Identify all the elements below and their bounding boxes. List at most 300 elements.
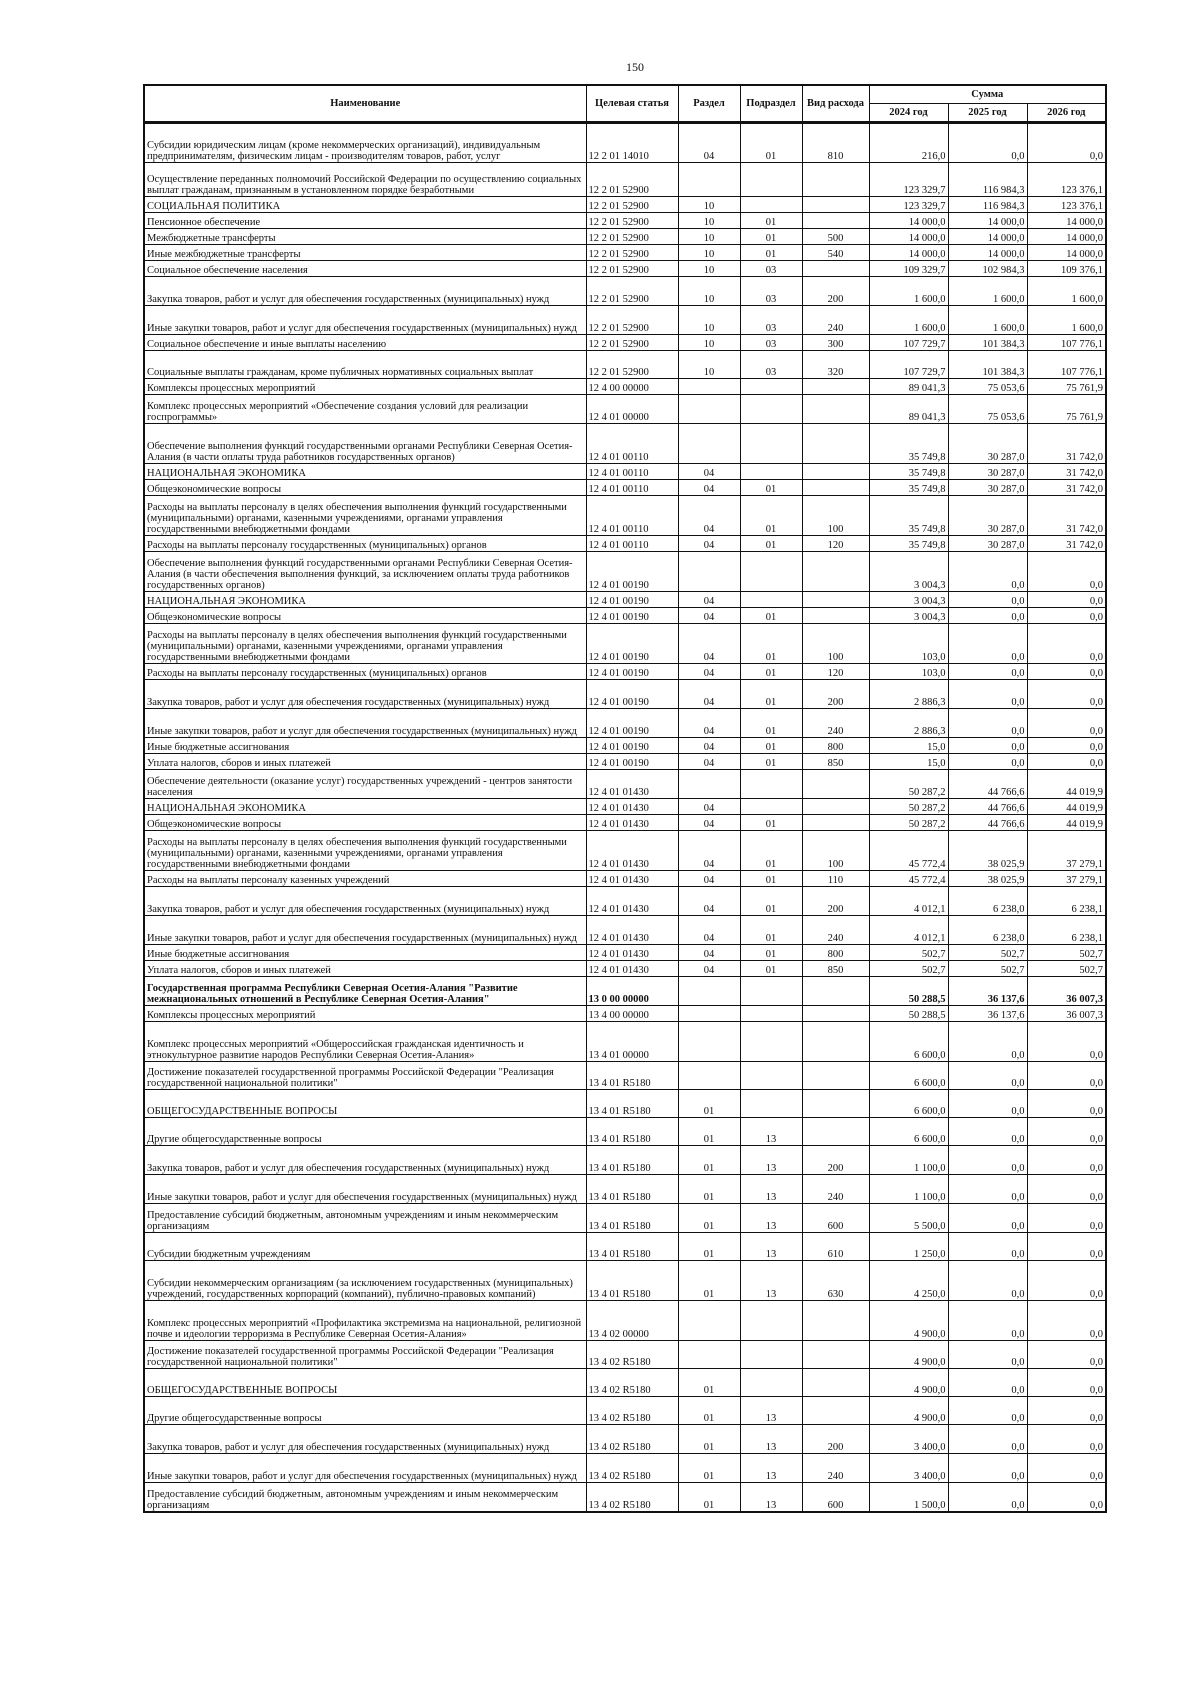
cell-vr: 240 <box>802 916 869 945</box>
cell-subsection <box>740 424 802 464</box>
cell-2024: 4 012,1 <box>869 916 948 945</box>
cell-section: 04 <box>678 592 740 608</box>
cell-section: 01 <box>678 1425 740 1454</box>
cell-2024: 1 600,0 <box>869 306 948 335</box>
cell-code: 12 4 01 00190 <box>586 624 678 664</box>
table-row <box>144 799 1106 815</box>
table-row <box>144 608 1106 624</box>
cell-2025: 14 000,0 <box>948 229 1027 245</box>
cell-vr <box>802 608 869 624</box>
cell-section: 01 <box>678 1454 740 1483</box>
cell-2026: 0,0 <box>1027 1022 1106 1062</box>
cell-subsection: 01 <box>740 831 802 871</box>
cell-subsection <box>740 770 802 799</box>
cell-2026: 0,0 <box>1027 1425 1106 1454</box>
cell-section: 04 <box>678 496 740 536</box>
cell-vr <box>802 379 869 395</box>
header-2024: 2024 год <box>869 104 948 123</box>
cell-vr: 300 <box>802 335 869 351</box>
cell-code: 13 4 02 R5180 <box>586 1369 678 1397</box>
cell-2026: 109 376,1 <box>1027 261 1106 277</box>
table-row <box>144 1301 1106 1341</box>
cell-2026: 44 019,9 <box>1027 799 1106 815</box>
header-2025: 2025 год <box>948 104 1027 123</box>
cell-2025: 116 984,3 <box>948 163 1027 197</box>
cell-section: 10 <box>678 277 740 306</box>
cell-vr <box>802 552 869 592</box>
cell-code: 12 4 01 01430 <box>586 799 678 815</box>
cell-2026: 107 776,1 <box>1027 351 1106 379</box>
cell-section: 01 <box>678 1261 740 1301</box>
cell-subsection: 13 <box>740 1261 802 1301</box>
table-row <box>144 213 1106 229</box>
table-row <box>144 916 1106 945</box>
cell-2025: 0,0 <box>948 1204 1027 1233</box>
cell-vr: 200 <box>802 277 869 306</box>
cell-2026: 37 279,1 <box>1027 831 1106 871</box>
cell-section <box>678 770 740 799</box>
cell-section: 01 <box>678 1397 740 1425</box>
cell-section: 01 <box>678 1090 740 1118</box>
cell-2026: 14 000,0 <box>1027 213 1106 229</box>
cell-2024: 109 329,7 <box>869 261 948 277</box>
cell-name: Общеэкономические вопросы <box>144 480 586 496</box>
table-row <box>144 770 1106 799</box>
cell-2026: 0,0 <box>1027 624 1106 664</box>
cell-2026: 44 019,9 <box>1027 770 1106 799</box>
table-row <box>144 229 1106 245</box>
cell-2025: 36 137,6 <box>948 977 1027 1006</box>
cell-2025: 0,0 <box>948 123 1027 163</box>
cell-code: 12 2 01 52900 <box>586 213 678 229</box>
cell-subsection <box>740 552 802 592</box>
cell-vr: 850 <box>802 754 869 770</box>
cell-subsection: 13 <box>740 1146 802 1175</box>
table-row <box>144 592 1106 608</box>
cell-code: 12 4 01 00110 <box>586 536 678 552</box>
cell-section: 10 <box>678 306 740 335</box>
cell-vr <box>802 197 869 213</box>
cell-code: 12 4 00 00000 <box>586 379 678 395</box>
cell-vr: 500 <box>802 229 869 245</box>
cell-2026: 0,0 <box>1027 1118 1106 1146</box>
table-row <box>144 1369 1106 1397</box>
cell-code: 12 4 01 00190 <box>586 709 678 738</box>
cell-vr: 240 <box>802 709 869 738</box>
cell-2025: 75 053,6 <box>948 395 1027 424</box>
cell-name: Общеэкономические вопросы <box>144 815 586 831</box>
table-row <box>144 1483 1106 1512</box>
cell-2026: 14 000,0 <box>1027 229 1106 245</box>
cell-2024: 50 288,5 <box>869 977 948 1006</box>
cell-vr: 110 <box>802 871 869 887</box>
cell-code: 13 4 01 R5180 <box>586 1233 678 1261</box>
cell-code: 12 2 01 52900 <box>586 277 678 306</box>
cell-vr <box>802 1341 869 1369</box>
cell-2026: 123 376,1 <box>1027 197 1106 213</box>
table-row <box>144 815 1106 831</box>
cell-section: 10 <box>678 261 740 277</box>
cell-2025: 0,0 <box>948 1022 1027 1062</box>
cell-code: 12 2 01 52900 <box>586 351 678 379</box>
cell-vr <box>802 1062 869 1090</box>
cell-name: ОБЩЕГОСУДАРСТВЕННЫЕ ВОПРОСЫ <box>144 1369 586 1397</box>
cell-2026: 0,0 <box>1027 1204 1106 1233</box>
cell-subsection: 01 <box>740 916 802 945</box>
table-row <box>144 1261 1106 1301</box>
cell-name: Иные закупки товаров, работ и услуг для обеспечения государственных (муниципальных) нужд <box>144 1454 586 1483</box>
cell-code: 12 4 01 01430 <box>586 887 678 916</box>
cell-subsection: 13 <box>740 1397 802 1425</box>
cell-2024: 4 900,0 <box>869 1301 948 1341</box>
cell-2025: 30 287,0 <box>948 464 1027 480</box>
cell-section: 04 <box>678 123 740 163</box>
cell-subsection: 01 <box>740 664 802 680</box>
cell-section: 04 <box>678 916 740 945</box>
cell-section <box>678 1062 740 1090</box>
cell-code: 12 4 01 00110 <box>586 496 678 536</box>
cell-code: 13 4 01 R5180 <box>586 1062 678 1090</box>
cell-subsection <box>740 1090 802 1118</box>
cell-subsection: 01 <box>740 815 802 831</box>
cell-2026: 0,0 <box>1027 680 1106 709</box>
cell-section: 10 <box>678 213 740 229</box>
table-body <box>144 123 1106 1512</box>
cell-vr <box>802 261 869 277</box>
cell-code: 12 4 01 00190 <box>586 754 678 770</box>
cell-subsection: 13 <box>740 1118 802 1146</box>
cell-vr <box>802 799 869 815</box>
cell-2026: 502,7 <box>1027 945 1106 961</box>
cell-name: Предоставление субсидий бюджетным, автономным учреждениям и иным некоммерческим организациям <box>144 1483 586 1512</box>
cell-2025: 30 287,0 <box>948 424 1027 464</box>
cell-2025: 0,0 <box>948 1175 1027 1204</box>
cell-2025: 30 287,0 <box>948 480 1027 496</box>
cell-section: 04 <box>678 624 740 664</box>
cell-2024: 6 600,0 <box>869 1118 948 1146</box>
cell-2025: 75 053,6 <box>948 379 1027 395</box>
cell-2024: 4 900,0 <box>869 1397 948 1425</box>
cell-name: Комплекс процессных мероприятий «Общероссийская гражданская идентичность и этнокультурное развитие народов Республики Северная Осетия-Алания» <box>144 1022 586 1062</box>
cell-code: 13 4 01 R5180 <box>586 1204 678 1233</box>
cell-section <box>678 163 740 197</box>
cell-name: Закупка товаров, работ и услуг для обеспечения государственных (муниципальных) нужд <box>144 1146 586 1175</box>
cell-vr <box>802 1022 869 1062</box>
table-row <box>144 552 1106 592</box>
table-row <box>144 480 1106 496</box>
table-row <box>144 624 1106 664</box>
cell-2024: 103,0 <box>869 624 948 664</box>
cell-2025: 0,0 <box>948 1369 1027 1397</box>
cell-2026: 0,0 <box>1027 1175 1106 1204</box>
cell-code: 12 4 01 00190 <box>586 664 678 680</box>
table-row <box>144 977 1106 1006</box>
cell-code: 12 2 01 52900 <box>586 229 678 245</box>
cell-section: 04 <box>678 831 740 871</box>
cell-name: Закупка товаров, работ и услуг для обеспечения государственных (муниципальных) нужд <box>144 887 586 916</box>
cell-2024: 15,0 <box>869 738 948 754</box>
cell-subsection: 13 <box>740 1425 802 1454</box>
cell-vr: 240 <box>802 1454 869 1483</box>
cell-section: 01 <box>678 1233 740 1261</box>
cell-vr <box>802 1118 869 1146</box>
cell-2026: 0,0 <box>1027 738 1106 754</box>
cell-name: СОЦИАЛЬНАЯ ПОЛИТИКА <box>144 197 586 213</box>
cell-code: 12 4 01 01430 <box>586 770 678 799</box>
table-row <box>144 831 1106 871</box>
header-section: Раздел <box>678 85 740 123</box>
cell-name: Субсидии некоммерческим организациям (за исключением государственных (муниципальных) учреждений, государственных корпораций (компаний), публично-правовых компаний) <box>144 1261 586 1301</box>
table-row <box>144 709 1106 738</box>
cell-name: Закупка товаров, работ и услуг для обеспечения государственных (муниципальных) нужд <box>144 1425 586 1454</box>
cell-name: НАЦИОНАЛЬНАЯ ЭКОНОМИКА <box>144 464 586 480</box>
cell-subsection <box>740 1301 802 1341</box>
table-row <box>144 961 1106 977</box>
cell-2025: 0,0 <box>948 1483 1027 1512</box>
cell-section: 10 <box>678 197 740 213</box>
cell-name: Другие общегосударственные вопросы <box>144 1118 586 1146</box>
cell-2024: 50 288,5 <box>869 1006 948 1022</box>
cell-subsection <box>740 464 802 480</box>
cell-name: Расходы на выплаты персоналу государственных (муниципальных) органов <box>144 664 586 680</box>
cell-2024: 2 886,3 <box>869 680 948 709</box>
cell-subsection: 03 <box>740 351 802 379</box>
cell-2026: 107 776,1 <box>1027 335 1106 351</box>
cell-vr <box>802 480 869 496</box>
cell-2025: 0,0 <box>948 680 1027 709</box>
table-row <box>144 536 1106 552</box>
table-row <box>144 379 1106 395</box>
cell-2025: 0,0 <box>948 664 1027 680</box>
cell-code: 13 4 02 R5180 <box>586 1341 678 1369</box>
cell-2026: 0,0 <box>1027 1454 1106 1483</box>
cell-subsection: 01 <box>740 738 802 754</box>
cell-2026: 1 600,0 <box>1027 277 1106 306</box>
cell-2025: 0,0 <box>948 552 1027 592</box>
cell-vr: 800 <box>802 738 869 754</box>
cell-2024: 35 749,8 <box>869 496 948 536</box>
cell-2026: 0,0 <box>1027 709 1106 738</box>
cell-2024: 50 287,2 <box>869 770 948 799</box>
cell-2025: 44 766,6 <box>948 799 1027 815</box>
cell-name: Иные закупки товаров, работ и услуг для обеспечения государственных (муниципальных) нужд <box>144 916 586 945</box>
cell-code: 13 4 01 00000 <box>586 1022 678 1062</box>
cell-name: Комплексы процессных мероприятий <box>144 1006 586 1022</box>
cell-2025: 0,0 <box>948 754 1027 770</box>
cell-name: Расходы на выплаты персоналу казенных учреждений <box>144 871 586 887</box>
cell-2026: 31 742,0 <box>1027 464 1106 480</box>
cell-subsection: 01 <box>740 245 802 261</box>
cell-vr: 240 <box>802 1175 869 1204</box>
cell-subsection: 01 <box>740 480 802 496</box>
cell-subsection: 03 <box>740 261 802 277</box>
cell-vr: 120 <box>802 664 869 680</box>
table-row <box>144 424 1106 464</box>
cell-name: Расходы на выплаты персоналу государственных (муниципальных) органов <box>144 536 586 552</box>
cell-name: Обеспечение выполнения функций государственными органами Республики Северная Осетия-Алания (в части оплаты труда работников государственных органов) <box>144 424 586 464</box>
cell-name: Социальное обеспечение населения <box>144 261 586 277</box>
cell-name: Обеспечение выполнения функций государственными органами Республики Северная Осетия-Алания (в части обеспечения выполнения функций, за исключением оплаты труда работников государственных органов) <box>144 552 586 592</box>
cell-2026: 123 376,1 <box>1027 163 1106 197</box>
cell-subsection <box>740 592 802 608</box>
cell-2025: 44 766,6 <box>948 815 1027 831</box>
cell-2026: 0,0 <box>1027 1341 1106 1369</box>
table-row <box>144 1425 1106 1454</box>
cell-2026: 75 761,9 <box>1027 379 1106 395</box>
cell-section <box>678 395 740 424</box>
cell-code: 13 0 00 00000 <box>586 977 678 1006</box>
cell-code: 12 4 01 00190 <box>586 592 678 608</box>
cell-2026: 0,0 <box>1027 1146 1106 1175</box>
cell-section: 04 <box>678 680 740 709</box>
cell-code: 13 4 01 R5180 <box>586 1118 678 1146</box>
cell-code: 13 4 02 00000 <box>586 1301 678 1341</box>
cell-2024: 103,0 <box>869 664 948 680</box>
table-row <box>144 1022 1106 1062</box>
cell-code: 12 4 01 00110 <box>586 464 678 480</box>
cell-section: 04 <box>678 754 740 770</box>
cell-2026: 31 742,0 <box>1027 480 1106 496</box>
cell-subsection: 01 <box>740 213 802 229</box>
cell-name: Субсидии юридическим лицам (кроме некоммерческих организаций), индивидуальным предпринимателям, физическим лицам - производителям товаров, работ, услуг <box>144 123 586 163</box>
cell-vr <box>802 424 869 464</box>
cell-2024: 4 012,1 <box>869 887 948 916</box>
cell-2024: 89 041,3 <box>869 379 948 395</box>
cell-vr: 800 <box>802 945 869 961</box>
cell-section: 04 <box>678 815 740 831</box>
cell-code: 12 2 01 52900 <box>586 261 678 277</box>
cell-2026: 0,0 <box>1027 123 1106 163</box>
cell-vr: 200 <box>802 680 869 709</box>
table-row <box>144 1118 1106 1146</box>
cell-subsection <box>740 1341 802 1369</box>
cell-code: 12 4 01 01430 <box>586 916 678 945</box>
cell-code: 12 4 01 00110 <box>586 480 678 496</box>
cell-subsection <box>740 395 802 424</box>
cell-name: Субсидии бюджетным учреждениям <box>144 1233 586 1261</box>
cell-subsection <box>740 1022 802 1062</box>
table-row <box>144 335 1106 351</box>
cell-subsection: 01 <box>740 123 802 163</box>
cell-name: Уплата налогов, сборов и иных платежей <box>144 754 586 770</box>
table-row <box>144 664 1106 680</box>
cell-2025: 0,0 <box>948 1062 1027 1090</box>
cell-2025: 38 025,9 <box>948 831 1027 871</box>
cell-section <box>678 977 740 1006</box>
table-row <box>144 887 1106 916</box>
cell-vr <box>802 1090 869 1118</box>
cell-2025: 0,0 <box>948 608 1027 624</box>
cell-code: 12 2 01 52900 <box>586 306 678 335</box>
cell-2025: 14 000,0 <box>948 245 1027 261</box>
cell-name: Достижение показателей государственной программы Российской Федерации "Реализация государственной национальной политики" <box>144 1062 586 1090</box>
cell-subsection: 13 <box>740 1175 802 1204</box>
cell-2025: 502,7 <box>948 961 1027 977</box>
cell-2024: 1 100,0 <box>869 1146 948 1175</box>
header-name: Наименование <box>144 85 586 123</box>
cell-2024: 502,7 <box>869 961 948 977</box>
cell-name: НАЦИОНАЛЬНАЯ ЭКОНОМИКА <box>144 799 586 815</box>
cell-2026: 36 007,3 <box>1027 977 1106 1006</box>
cell-2024: 50 287,2 <box>869 815 948 831</box>
cell-subsection <box>740 163 802 197</box>
cell-subsection: 01 <box>740 871 802 887</box>
cell-2025: 44 766,6 <box>948 770 1027 799</box>
cell-section: 04 <box>678 464 740 480</box>
table-row <box>144 163 1106 197</box>
cell-name: Комплексы процессных мероприятий <box>144 379 586 395</box>
cell-code: 12 4 01 01430 <box>586 831 678 871</box>
cell-code: 12 4 01 01430 <box>586 945 678 961</box>
cell-2024: 2 886,3 <box>869 709 948 738</box>
table-row <box>144 738 1106 754</box>
cell-2025: 0,0 <box>948 592 1027 608</box>
cell-code: 13 4 01 R5180 <box>586 1090 678 1118</box>
cell-name: Иные бюджетные ассигнования <box>144 945 586 961</box>
cell-name: Другие общегосударственные вопросы <box>144 1397 586 1425</box>
cell-2025: 502,7 <box>948 945 1027 961</box>
cell-name: Расходы на выплаты персоналу в целях обеспечения выполнения функций государственными (муниципальными) органами, казенными учреждениями, органами управления государственными внебюджетными фондами <box>144 624 586 664</box>
cell-code: 12 4 01 01430 <box>586 815 678 831</box>
cell-section: 04 <box>678 608 740 624</box>
cell-2025: 0,0 <box>948 709 1027 738</box>
header-sum: Сумма <box>869 85 1106 104</box>
cell-section: 04 <box>678 945 740 961</box>
cell-name: ОБЩЕГОСУДАРСТВЕННЫЕ ВОПРОСЫ <box>144 1090 586 1118</box>
cell-2025: 102 984,3 <box>948 261 1027 277</box>
cell-vr: 100 <box>802 624 869 664</box>
cell-2024: 35 749,8 <box>869 480 948 496</box>
cell-2025: 0,0 <box>948 1301 1027 1341</box>
cell-2025: 101 384,3 <box>948 335 1027 351</box>
cell-2024: 3 004,3 <box>869 608 948 624</box>
cell-section: 01 <box>678 1118 740 1146</box>
cell-subsection <box>740 379 802 395</box>
cell-2024: 123 329,7 <box>869 163 948 197</box>
cell-section: 04 <box>678 664 740 680</box>
cell-section <box>678 1301 740 1341</box>
cell-2025: 6 238,0 <box>948 916 1027 945</box>
table-row <box>144 123 1106 163</box>
cell-subsection: 03 <box>740 335 802 351</box>
cell-name: Уплата налогов, сборов и иных платежей <box>144 961 586 977</box>
cell-section: 04 <box>678 799 740 815</box>
cell-section: 01 <box>678 1483 740 1512</box>
cell-2024: 4 900,0 <box>869 1341 948 1369</box>
cell-2026: 44 019,9 <box>1027 815 1106 831</box>
table-row <box>144 1204 1106 1233</box>
cell-name: Иные закупки товаров, работ и услуг для обеспечения государственных (муниципальных) нужд <box>144 306 586 335</box>
cell-2025: 0,0 <box>948 1146 1027 1175</box>
cell-2026: 0,0 <box>1027 1369 1106 1397</box>
cell-name: Общеэкономические вопросы <box>144 608 586 624</box>
cell-name: Социальное обеспечение и иные выплаты населению <box>144 335 586 351</box>
cell-section: 04 <box>678 871 740 887</box>
cell-2024: 14 000,0 <box>869 245 948 261</box>
cell-2025: 36 137,6 <box>948 1006 1027 1022</box>
cell-2024: 502,7 <box>869 945 948 961</box>
cell-2025: 0,0 <box>948 1090 1027 1118</box>
table-row <box>144 1006 1106 1022</box>
cell-name: Достижение показателей государственной программы Российской Федерации "Реализация государственной национальной политики" <box>144 1341 586 1369</box>
cell-2026: 6 238,1 <box>1027 916 1106 945</box>
cell-2024: 15,0 <box>869 754 948 770</box>
cell-vr: 600 <box>802 1204 869 1233</box>
cell-code: 13 4 02 R5180 <box>586 1425 678 1454</box>
cell-section: 01 <box>678 1175 740 1204</box>
cell-2024: 123 329,7 <box>869 197 948 213</box>
cell-subsection: 01 <box>740 754 802 770</box>
